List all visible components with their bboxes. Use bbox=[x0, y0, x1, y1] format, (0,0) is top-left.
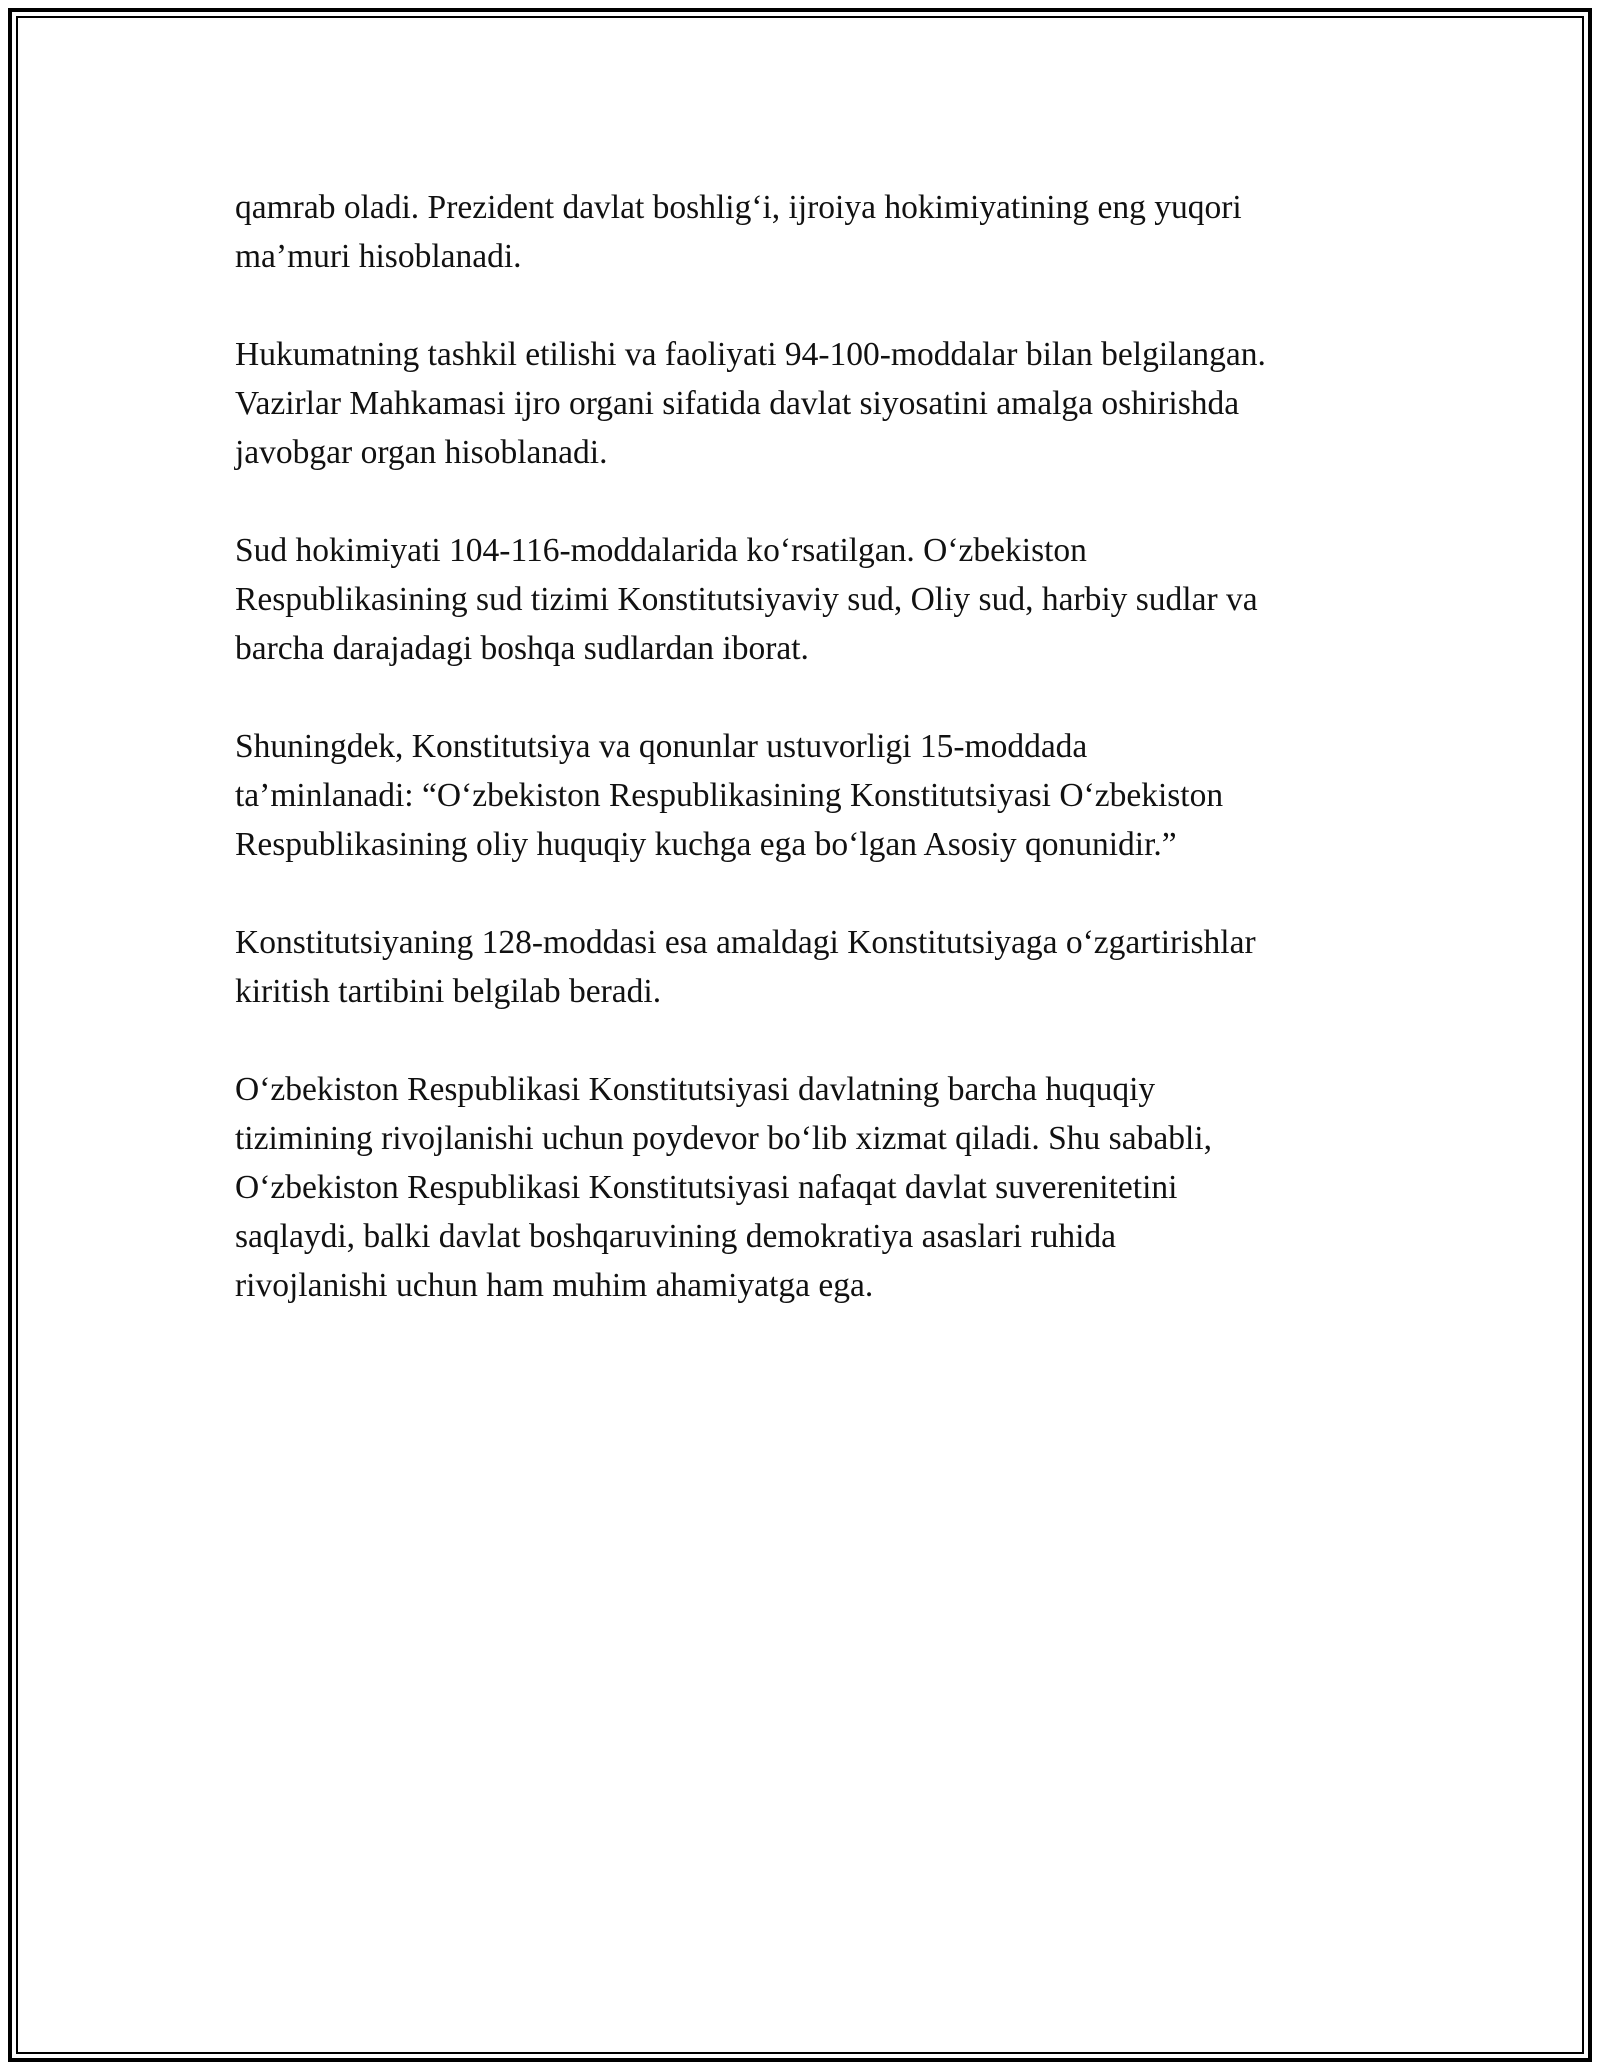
paragraph-executive: qamrab oladi. Prezident davlat boshlig‘i, ijroiya hokimiyatining eng yuqori ma’muri hisoblanadi. bbox=[235, 189, 1242, 275]
paragraph-government: Hukumatning tashkil etilishi va faoliyati 94-100-moddalar bilan belgilangan. Vazirlar Mahkamasi ijro organi sifatida davlat siyosatini amalga oshirishda javobgar organ hisoblanadi. bbox=[235, 336, 1266, 471]
paragraph-amendments: Konstitutsiyaning 128-moddasi esa amaldagi Konstitutsiyaga o‘zgartirishlar kiritish tartibini belgilab beradi. bbox=[235, 924, 1256, 1010]
document-body bbox=[235, 183, 1395, 1359]
paragraph-supremacy: Shuningdek, Konstitutsiya va qonunlar ustuvorligi 15-moddada ta’minlanadi: “O‘zbekiston Respublikasining Konstitutsiyasi O‘zbekiston Respublikasining oliy huquqiy kuchga ega bo‘lgan Asosiy qonunidir.” bbox=[235, 728, 1224, 863]
paragraph-conclusion: O‘zbekiston Respublikasi Konstitutsiyasi davlatning barcha huquqiy tizimining rivojlanishi uchun poydevor bo‘lib xizmat qiladi. Shu sababli, O‘zbekiston Respublikasi Konstitutsiyasi nafaqat davlat suverenitetini saqlaydi, balki davlat boshqaruvining demokratiya asaslari ruhida rivojlanishi uchun ham muhim ahamiyatga ega. bbox=[235, 1071, 1212, 1304]
paragraph-judiciary: Sud hokimiyati 104-116-moddalarida ko‘rsatilgan. O‘zbekiston Respublikasining sud tizimi Konstitutsiyaviy sud, Oliy sud, harbiy sudlar va barcha darajadagi boshqa sudlardan iborat. bbox=[235, 532, 1258, 667]
